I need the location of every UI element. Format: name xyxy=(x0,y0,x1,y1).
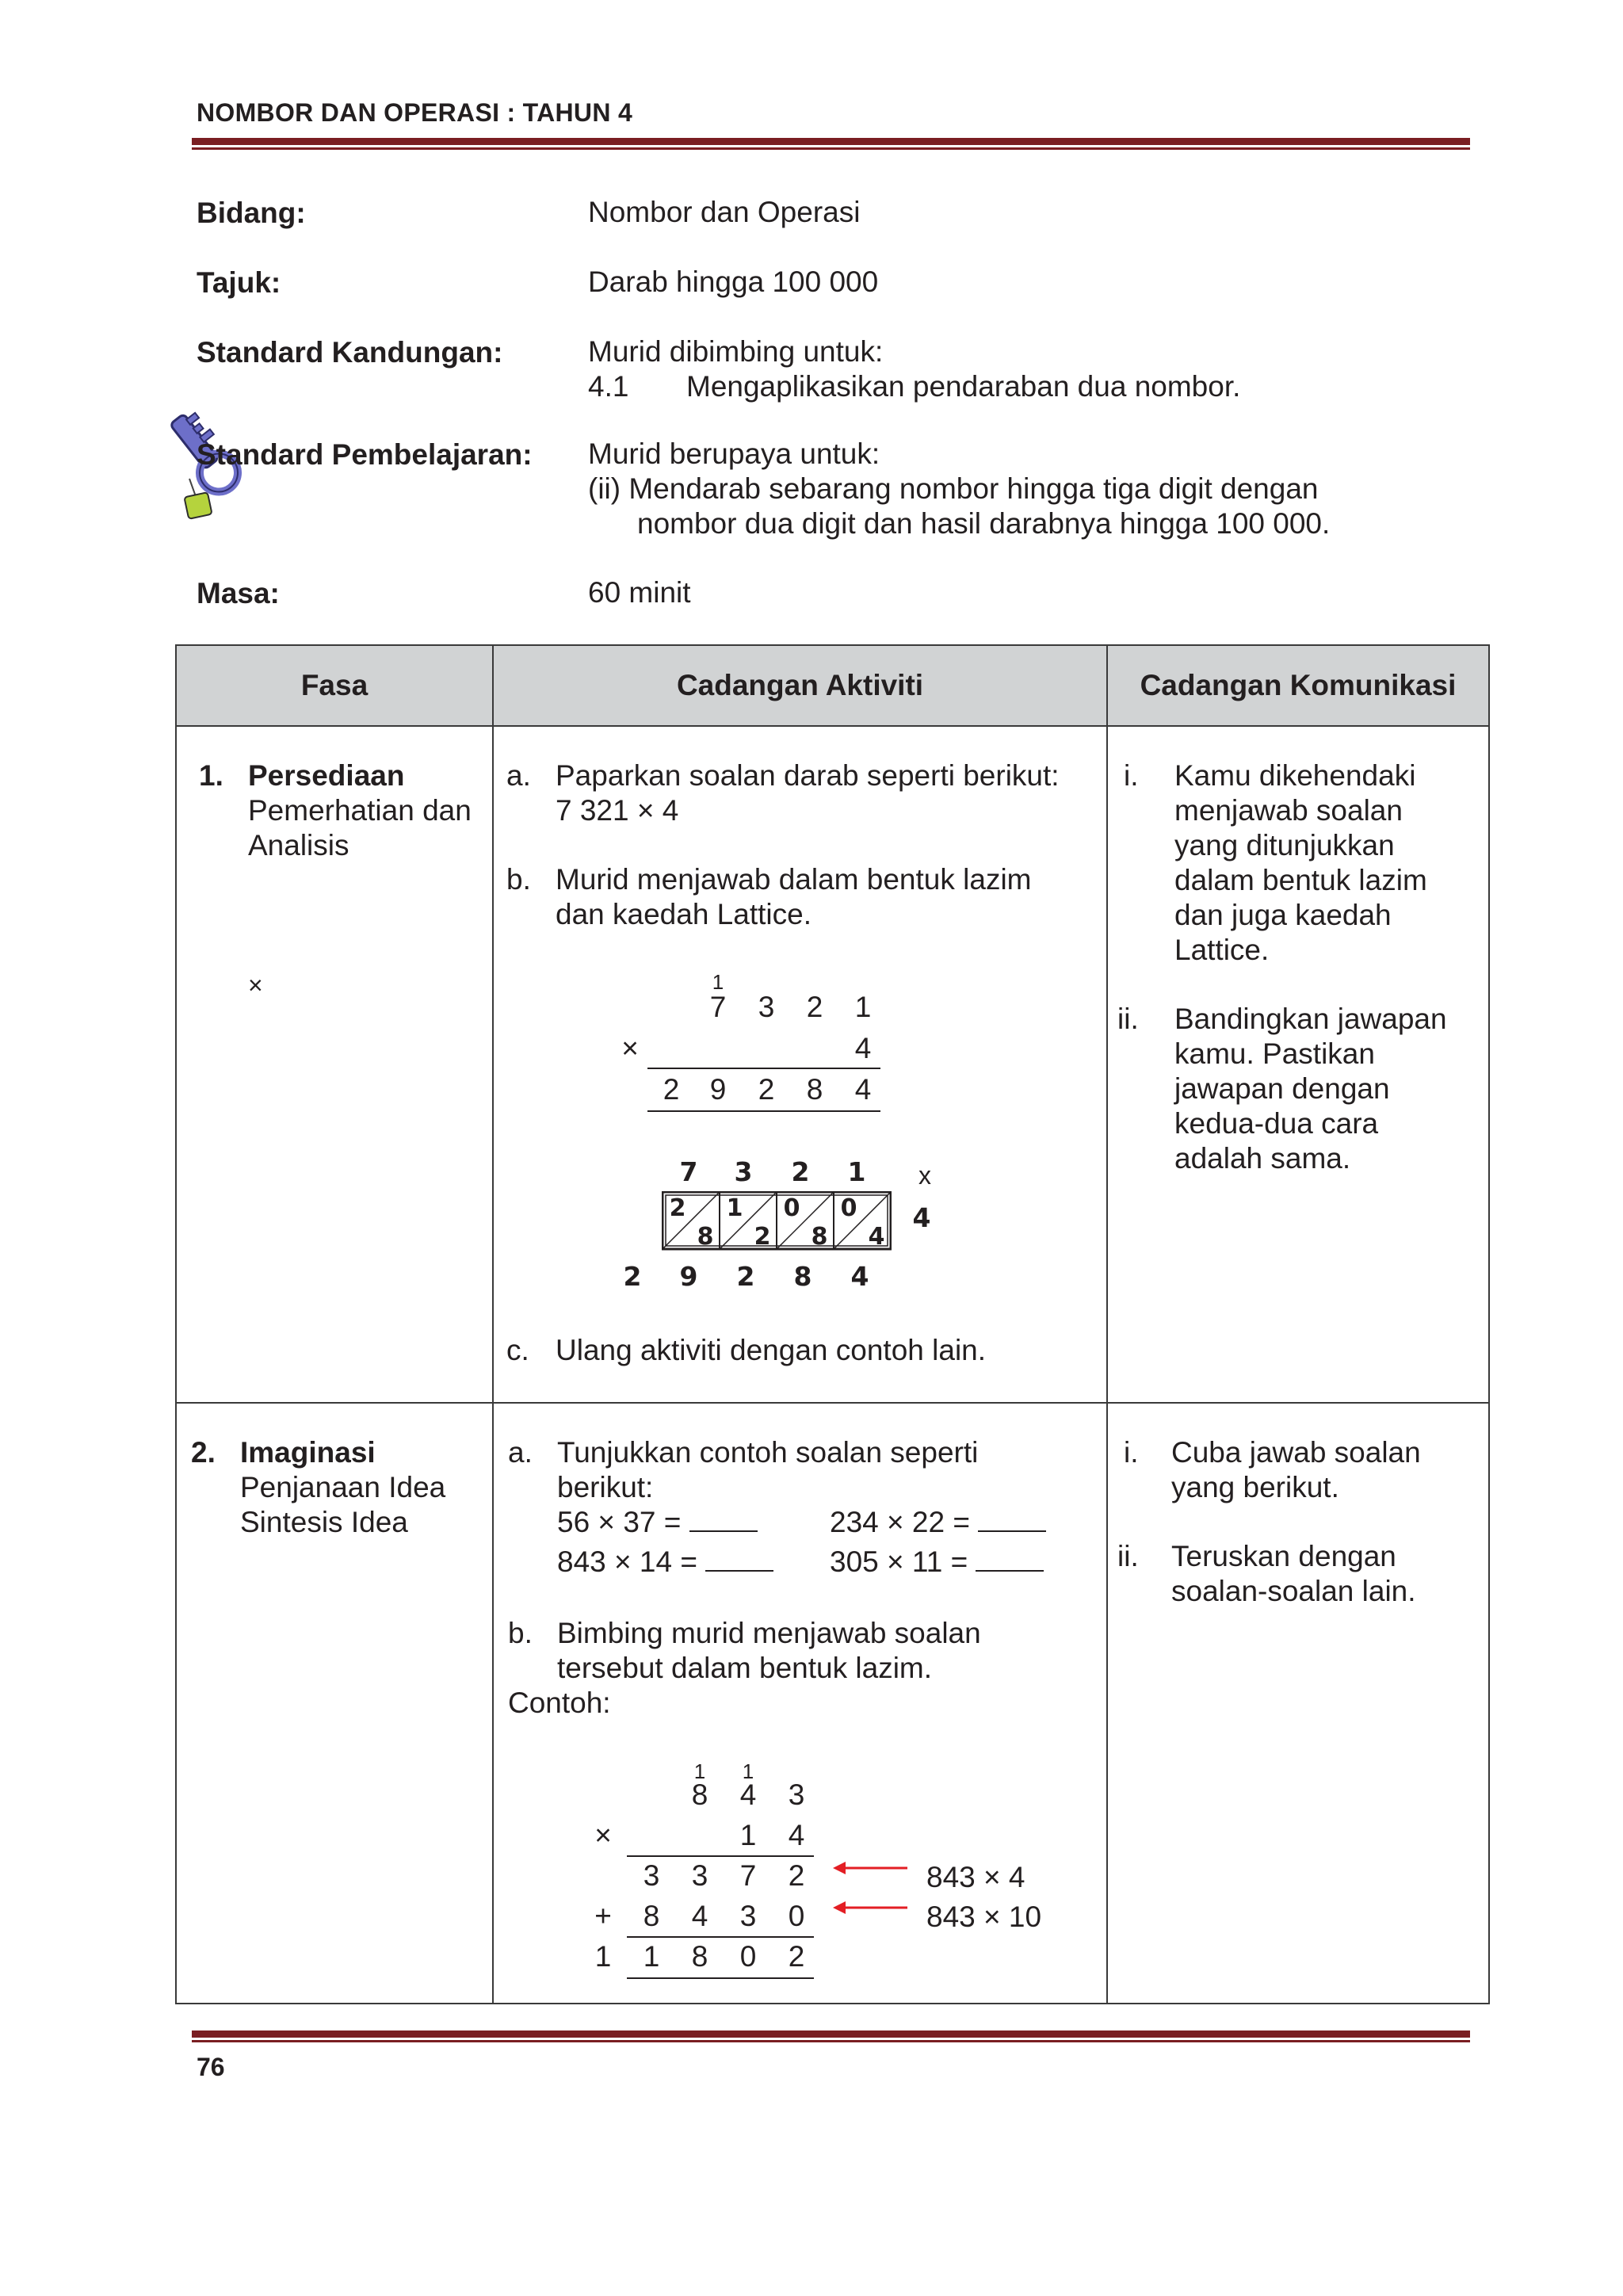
partial2-digit: 3 xyxy=(739,1900,757,1932)
row1-kom-i-line: dan juga kaedah xyxy=(1174,899,1392,931)
question-1: 56 × 37 = xyxy=(557,1505,758,1540)
lattice-right-digit: 4 xyxy=(912,1202,931,1233)
row1-kom-i-label: i. xyxy=(1124,759,1139,792)
question-3: 843 × 14 = xyxy=(557,1545,773,1580)
bidang-label: Bidang: xyxy=(197,197,306,229)
row1-kom-ii-line: jawapan dengan xyxy=(1174,1072,1390,1105)
row1-fasa-sub2: Analisis xyxy=(248,829,349,861)
multiplicand-digit: 1 xyxy=(854,991,872,1023)
work-line xyxy=(627,1977,814,1979)
lattice-cell-units: 2 xyxy=(754,1223,771,1251)
work-line xyxy=(627,1936,814,1938)
lattice-cell-tens: 0 xyxy=(840,1194,857,1222)
row1-a-label: a. xyxy=(506,759,531,792)
standard-pembelajaran-value xyxy=(588,437,1365,541)
table-header-row xyxy=(176,645,1489,726)
bidang-value: Nombor dan Operasi xyxy=(588,196,861,228)
partial2-digit: 4 xyxy=(691,1900,708,1932)
multiplicand-digit: 2 xyxy=(806,991,823,1023)
sp-intro: Murid berupaya untuk: xyxy=(588,437,880,470)
arrow-left-icon xyxy=(833,1860,909,1876)
carry-digit: 1 xyxy=(693,1759,706,1783)
note-partial1: 843 × 4 xyxy=(926,1861,1025,1893)
row1-kom-i-line: dalam bentuk lazim xyxy=(1174,864,1427,896)
header-rule xyxy=(192,138,1470,145)
header-rule-thin xyxy=(192,147,1470,150)
std-line xyxy=(647,1110,880,1112)
row1-kom-ii-line: adalah sama. xyxy=(1174,1142,1351,1175)
row2-fasa-sub2: Sintesis Idea xyxy=(240,1506,408,1538)
lattice-cell-tens: 2 xyxy=(669,1194,686,1222)
page-header-title: NOMBOR DAN OPERASI : TAHUN 4 xyxy=(197,98,633,127)
lattice-bottom-digit: 8 xyxy=(793,1261,812,1292)
header-cadangan-komunikasi: Cadangan Komunikasi xyxy=(1107,645,1489,726)
result-digit: 9 xyxy=(709,1073,727,1106)
row1-b-line1: Murid menjawab dalam bentuk lazim xyxy=(556,863,1032,896)
sk-intro: Murid dibimbing untuk: xyxy=(588,335,884,368)
standard-pembelajaran-label: Standard Pembelajaran: xyxy=(197,438,533,471)
row2-kom-ii-line: Teruskan dengan xyxy=(1171,1540,1396,1572)
partial1-digit: 3 xyxy=(643,1859,660,1892)
result-digit: 8 xyxy=(806,1073,823,1106)
sk-item xyxy=(588,369,1240,404)
lattice-top-digit: 3 xyxy=(734,1156,753,1187)
row1-fasa-sub1: Pemerhatian dan xyxy=(248,794,472,827)
result-digit: 1 xyxy=(594,1940,612,1973)
partial1-digit: 7 xyxy=(739,1859,757,1892)
page-number: 76 xyxy=(197,2053,225,2081)
tajuk-value: Darab hingga 100 000 xyxy=(588,266,879,298)
row1-kom-i-line: Lattice. xyxy=(1174,934,1270,966)
carry-digit: 1 xyxy=(712,970,724,994)
row1-fasa-title: Persediaan xyxy=(248,759,405,792)
row1-fasa-number: 1. xyxy=(199,759,223,792)
row1-komunikasi xyxy=(1108,727,1488,1402)
row1-kom-i-line: menjawab soalan xyxy=(1174,794,1403,827)
result-digit: 0 xyxy=(739,1940,757,1973)
multiplicand-digit: 3 xyxy=(788,1778,805,1811)
row2-fasa-sub1: Penjanaan Idea xyxy=(240,1471,446,1503)
row1-kom-i-line: Kamu dikehendaki xyxy=(1174,759,1416,792)
row2-aktiviti xyxy=(494,1404,1106,2003)
row1-b-line2: dan kaedah Lattice. xyxy=(556,898,812,930)
row2-a-label: a. xyxy=(508,1436,533,1469)
row1-c-label: c. xyxy=(506,1334,529,1366)
row1-fasa xyxy=(177,727,492,1402)
partial2-digit: 8 xyxy=(643,1900,660,1932)
standard-kandungan-label: Standard Kandungan: xyxy=(197,336,503,369)
lattice-top-digit: 2 xyxy=(791,1156,810,1187)
times-sign: × xyxy=(621,1032,639,1064)
multiplier-digit: 1 xyxy=(739,1819,757,1851)
row1-a-line2: 7 321 × 4 xyxy=(556,794,679,827)
times-sign: × xyxy=(594,1819,612,1851)
lattice-x-mark: x xyxy=(918,1161,931,1190)
row1-kom-ii-line: Bandingkan jawapan xyxy=(1174,1003,1447,1035)
row2-b-line2: tersebut dalam bentuk lazim. xyxy=(557,1652,933,1684)
question-4: 305 × 11 = xyxy=(830,1545,1044,1580)
result-digit: 2 xyxy=(788,1940,805,1973)
header-fasa: Fasa xyxy=(176,645,493,726)
row1-b-label: b. xyxy=(506,863,531,896)
lattice-bottom-digit: 9 xyxy=(679,1261,698,1292)
lattice-bottom-digit: 2 xyxy=(736,1261,755,1292)
result-digit: 2 xyxy=(663,1073,680,1106)
multiplicand-digit: 3 xyxy=(758,991,775,1023)
table-row xyxy=(176,726,1489,1403)
standard-kandungan-value xyxy=(588,334,1240,404)
multiplier-digit: 4 xyxy=(788,1819,805,1851)
note-partial2: 843 × 10 xyxy=(926,1901,1042,1933)
masa-label: Masa: xyxy=(197,577,280,609)
lattice-cell-units: 4 xyxy=(868,1223,885,1251)
contoh-label: Contoh: xyxy=(508,1687,611,1719)
footer-rule xyxy=(192,2030,1470,2038)
partial1-digit: 3 xyxy=(691,1859,708,1892)
sk-number: 4.1 xyxy=(588,370,629,403)
partial2-digit: 0 xyxy=(788,1900,805,1932)
row2-kom-i-line: yang berikut. xyxy=(1171,1471,1339,1503)
carry-digit: 1 xyxy=(742,1759,754,1783)
std-line xyxy=(647,1068,880,1069)
partial1-digit: 2 xyxy=(788,1859,805,1892)
multiplicand-digit: 4 xyxy=(739,1778,757,1811)
row1-a-line1: Paparkan soalan darab seperti berikut: xyxy=(556,759,1060,792)
sp-item: (ii) Mendarab sebarang nombor hingga tiga digit dengan nombor dua digit dan hasil darabnya hingga 100 000. xyxy=(588,472,1331,540)
result-digit: 8 xyxy=(691,1940,708,1973)
question-2: 234 × 22 = xyxy=(830,1505,1046,1540)
header-cadangan-aktiviti: Cadangan Aktiviti xyxy=(493,645,1107,726)
row2-kom-ii-line: soalan-soalan lain. xyxy=(1171,1575,1416,1607)
lattice-cell-tens: 1 xyxy=(726,1194,743,1222)
row1-kom-i-line: yang ditunjukkan xyxy=(1174,829,1395,861)
masa-value: 60 minit xyxy=(588,576,691,609)
result-digit: 2 xyxy=(758,1073,775,1106)
sk-text: Mengaplikasikan pendaraban dua nombor. xyxy=(686,370,1241,403)
result-digit: 4 xyxy=(854,1073,872,1106)
row2-fasa-number: 2. xyxy=(191,1436,216,1469)
row2-fasa xyxy=(177,1404,492,2003)
row2-kom-ii-label: ii. xyxy=(1117,1540,1139,1572)
lattice-bottom-digit: 2 xyxy=(623,1261,642,1292)
work-line xyxy=(627,1855,814,1857)
row2-kom-i-label: i. xyxy=(1124,1436,1139,1469)
row2-kom-i-line: Cuba jawab soalan xyxy=(1171,1436,1421,1469)
table-row xyxy=(176,1403,1489,2004)
activity-table xyxy=(175,644,1490,2004)
row2-a-line1: Tunjukkan contoh soalan seperti xyxy=(557,1436,979,1469)
row2-b-label: b. xyxy=(508,1617,533,1649)
footer-rule-thin xyxy=(192,2040,1470,2042)
lattice-cell-tens: 0 xyxy=(783,1194,800,1222)
multiplier-digit: 4 xyxy=(854,1032,872,1064)
row1-fasa-mark: × xyxy=(248,971,263,999)
row1-kom-ii-line: kamu. Pastikan xyxy=(1174,1037,1375,1070)
lattice-cell-units: 8 xyxy=(697,1223,714,1251)
plus-sign: + xyxy=(594,1900,612,1932)
row2-b-line1: Bimbing murid menjawab soalan xyxy=(557,1617,981,1649)
row1-aktiviti xyxy=(494,727,1106,1402)
row2-a-line2: berikut: xyxy=(557,1471,654,1503)
multiplicand-digit: 8 xyxy=(691,1778,708,1811)
arrow-left-icon xyxy=(833,1900,909,1916)
tajuk-label: Tajuk: xyxy=(197,266,281,299)
row1-kom-ii-line: kedua-dua cara xyxy=(1174,1107,1379,1140)
row1-kom-ii-label: ii. xyxy=(1117,1003,1139,1035)
multiplicand-digit: 7 xyxy=(709,991,727,1023)
lattice-top-digit: 7 xyxy=(679,1156,698,1187)
row2-komunikasi xyxy=(1108,1404,1488,2003)
lattice-top-digit: 1 xyxy=(847,1156,866,1187)
lattice-cell-units: 8 xyxy=(811,1223,828,1251)
row1-c-line1: Ulang aktiviti dengan contoh lain. xyxy=(556,1334,987,1366)
lattice-bottom-digit: 4 xyxy=(850,1261,869,1292)
result-digit: 1 xyxy=(643,1940,660,1973)
row2-fasa-title: Imaginasi xyxy=(240,1436,376,1469)
